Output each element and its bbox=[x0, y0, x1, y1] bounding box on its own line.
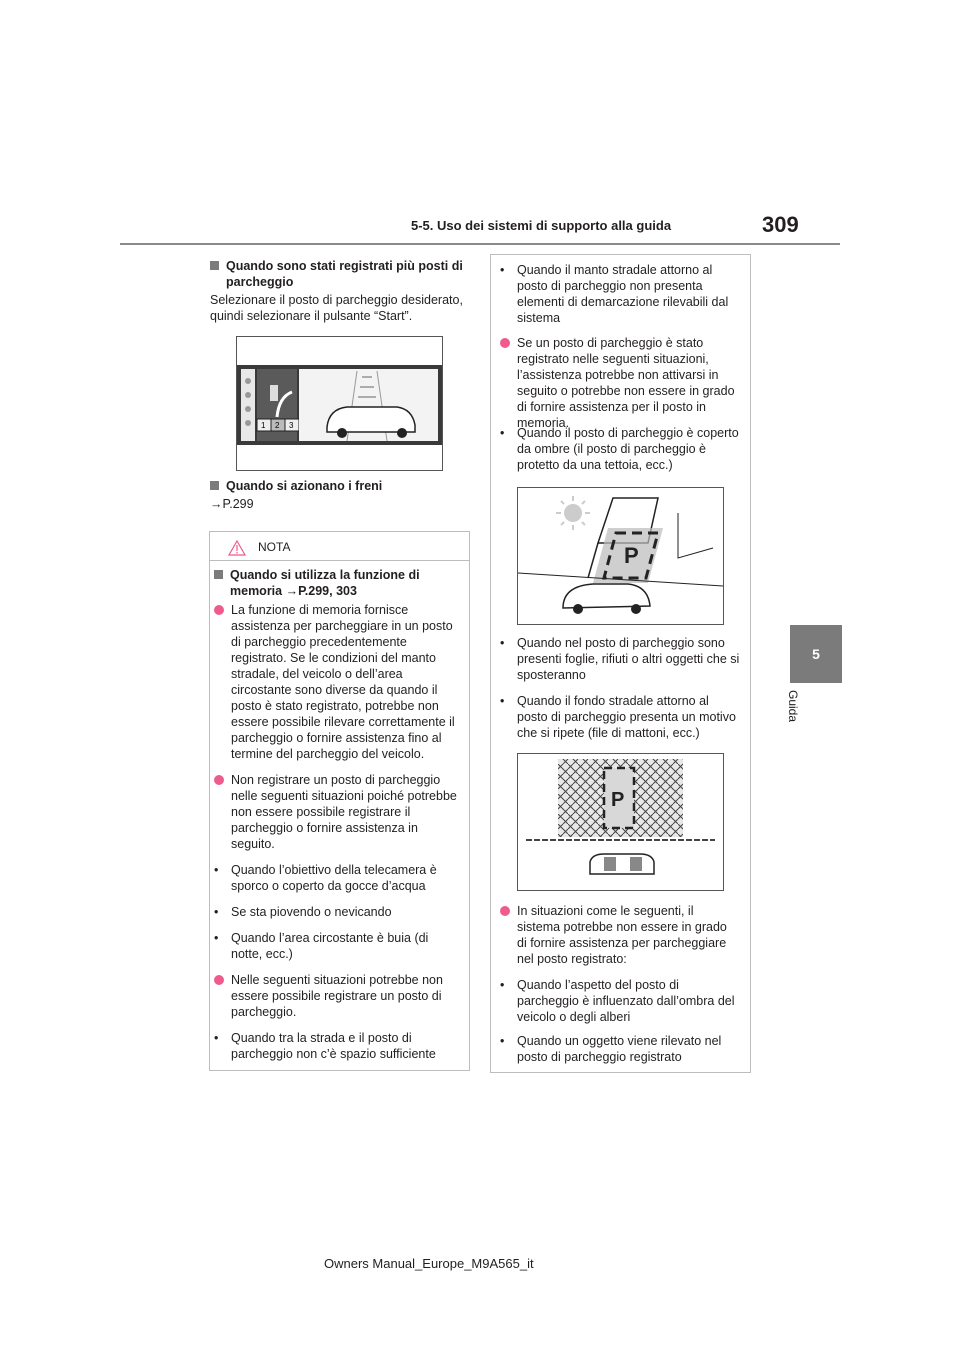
section-body: Selezionare il posto di parcheggio desiderato, quindi selezionare il pulsante “Start”. bbox=[210, 293, 463, 323]
note-title: NOTA bbox=[258, 540, 291, 554]
bullet-icon: • bbox=[214, 931, 219, 945]
chapter-number: 5 bbox=[812, 646, 820, 662]
note-box bbox=[209, 531, 470, 1071]
shadow-spot-label: P bbox=[624, 543, 639, 568]
heading-text: Quando sono stati registrati più posti di parcheggio bbox=[226, 259, 463, 289]
shadow-parking-figure bbox=[517, 487, 724, 625]
page-reference-link[interactable]: →P.299 bbox=[210, 497, 254, 511]
list-item: • Quando l’area circostante è buia (di notte, ecc.) bbox=[214, 931, 429, 961]
section-heading-brakes bbox=[210, 478, 481, 494]
list-item: • Quando l’aspetto del posto di parcheggio è influenzato dall’ombra del veicolo o degli alberi bbox=[500, 978, 735, 1024]
section-title: 5-5. Uso dei sistemi di supporto alla guida bbox=[411, 218, 672, 233]
bullet-dot-icon bbox=[500, 906, 510, 916]
chapter-tab bbox=[790, 625, 842, 683]
list-item: La funzione di memoria fornisce assistenza per parcheggiare in un posto di parcheggio precedentemente registrato. Se le condizioni del manto stradale, del veicolo o dell’area circostante sono diverse da quando il posto è stato registrato, potrebbe non essere possibile rilevare correttamente il parcheggio o fornire assistenza fino al termine del parcheggio del veicolo. bbox=[214, 602, 459, 762]
footer-text: Owners Manual_Europe_M9A565_it bbox=[324, 1256, 534, 1271]
parking-screen-figure bbox=[236, 336, 443, 471]
square-bullet-icon bbox=[214, 570, 223, 579]
bullet-icon: • bbox=[214, 1031, 219, 1045]
note-divider bbox=[210, 560, 469, 561]
list-item: • Quando il posto di parcheggio è coperto da ombre (il posto di parcheggio è protetto da una tettoia, ecc.) bbox=[500, 426, 739, 472]
page-number: 309 bbox=[762, 212, 799, 237]
list-item: Se un posto di parcheggio è stato registrato nelle seguenti situazioni, l’assistenza potrebbe non attivarsi in seguito o potrebbe non essere in grado di fornire assistenza per il posto in memoria. bbox=[500, 335, 740, 431]
bullet-icon: • bbox=[214, 863, 219, 877]
bullet-icon: • bbox=[500, 636, 505, 650]
bullet-dot-icon bbox=[214, 975, 224, 985]
square-bullet-icon bbox=[210, 261, 219, 270]
bullet-icon: • bbox=[500, 426, 505, 440]
bullet-icon: • bbox=[500, 694, 505, 708]
bullet-dot-icon bbox=[500, 338, 510, 348]
parking-screen-illustration bbox=[237, 337, 442, 470]
list-item: • Quando un oggetto viene rilevato nel posto di parcheggio registrato bbox=[500, 1034, 722, 1064]
list-item: • Quando il fondo stradale attorno al posto di parcheggio presenta un motivo che si ripete (file di mattoni, ecc.) bbox=[500, 694, 736, 740]
chapter-label-text: Guida bbox=[786, 690, 800, 723]
list-item: Non registrare un posto di parcheggio nelle seguenti situazioni poiché potrebbe non essere possibile registrare il parcheggio o fornire assistenza in seguito. bbox=[214, 772, 459, 852]
brick-pattern-illustration bbox=[518, 754, 723, 890]
note-heading bbox=[214, 567, 470, 599]
list-item: • Quando il manto stradale attorno al posto di parcheggio non presenta elementi di demarcazione rilevabili dal sistema bbox=[500, 263, 729, 325]
section-heading-multiple-spots bbox=[210, 258, 481, 290]
list-item: Nelle seguenti situazioni potrebbe non essere possibile registrare un posto di parcheggio. bbox=[214, 972, 459, 1020]
list-item: • Quando nel posto di parcheggio sono presenti foglie, rifiuti o altri oggetti che si sposteranno bbox=[500, 636, 740, 682]
bullet-icon: • bbox=[214, 905, 219, 919]
slot-label-1: 1 bbox=[261, 421, 266, 430]
list-item: • Quando tra la strada e il posto di parcheggio non c’è spazio sufficiente bbox=[214, 1031, 436, 1061]
brick-pattern-figure bbox=[517, 753, 724, 891]
square-bullet-icon bbox=[210, 481, 219, 490]
bullet-icon: • bbox=[500, 978, 505, 992]
shadow-parking-illustration bbox=[518, 488, 723, 624]
bullet-dot-icon bbox=[214, 605, 224, 615]
list-item: • Quando l’obiettivo della telecamera è sporco o coperto da gocce d’acqua bbox=[214, 863, 437, 893]
slot-label-2: 2 bbox=[275, 421, 280, 430]
list-item: • Se sta piovendo o nevicando bbox=[214, 905, 392, 919]
bullet-icon: • bbox=[500, 1034, 505, 1048]
bullet-dot-icon bbox=[214, 775, 224, 785]
list-item: In situazioni come le seguenti, il sistema potrebbe non essere in grado di fornire assistenza per parcheggiare nel posto registrato: bbox=[500, 903, 740, 967]
header-divider bbox=[120, 243, 840, 245]
heading-text: Quando si azionano i freni bbox=[226, 479, 383, 493]
note-continuation-box bbox=[490, 254, 751, 1073]
heading-text: Quando si utilizza la funzione di memoria →P.299, 303 bbox=[230, 568, 420, 598]
brick-spot-label: P bbox=[611, 789, 625, 811]
slot-label-3: 3 bbox=[289, 421, 294, 430]
chapter-label bbox=[784, 690, 804, 770]
bullet-icon: • bbox=[500, 263, 505, 277]
warning-triangle-icon bbox=[228, 540, 246, 561]
